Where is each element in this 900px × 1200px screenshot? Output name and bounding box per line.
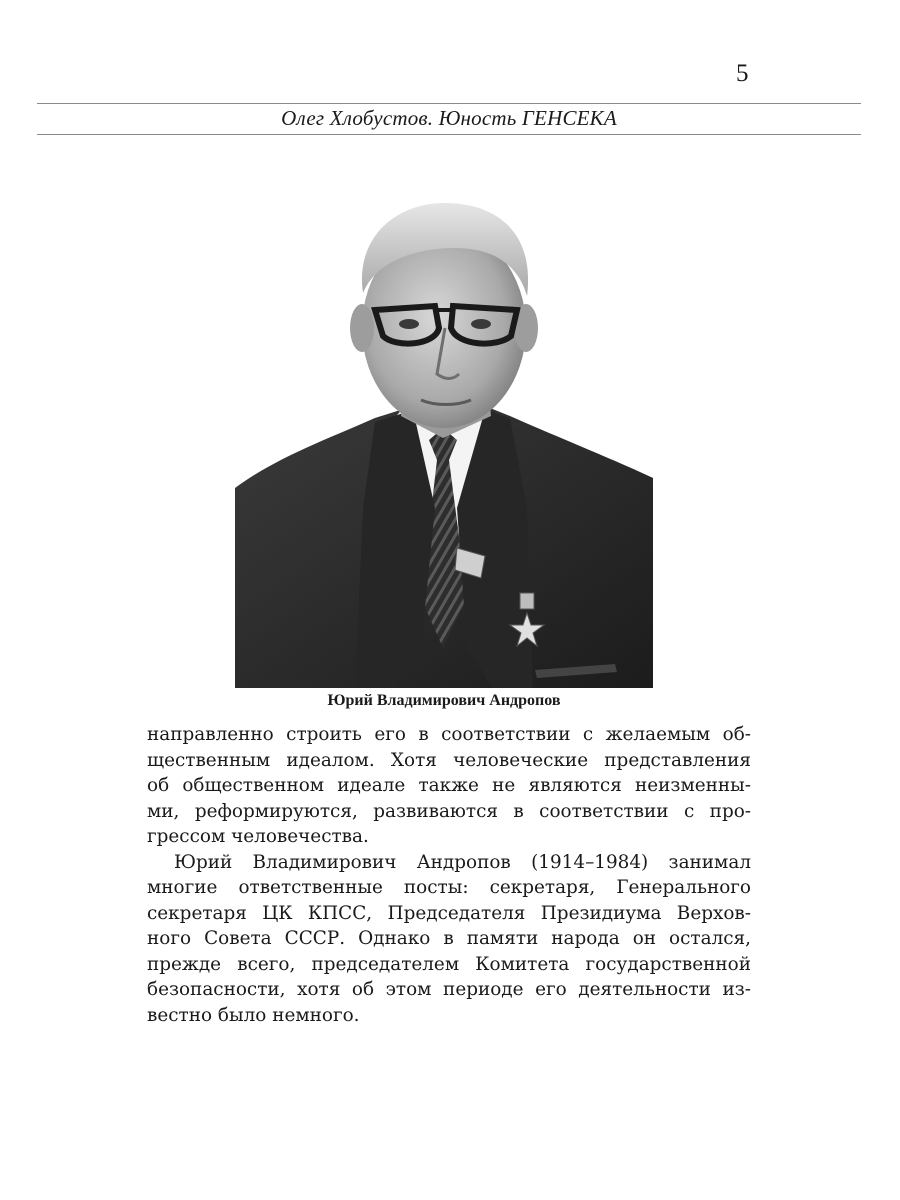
- body-line: секретаря ЦК КПСС, Председателя Президиума Верхов-: [147, 902, 751, 924]
- body-line: прежде всего, председателем Комитета государственной: [147, 953, 751, 975]
- body-text: [147, 722, 751, 1028]
- body-line: ми, реформируются, развиваются в соответствии с про-: [147, 800, 751, 822]
- body-line: Юрий Владимирович Андропов (1914–1984) занимал: [174, 851, 751, 873]
- page-number: 5: [736, 60, 749, 87]
- header-rule-top: [37, 103, 861, 104]
- body-line: грессом человечества.: [147, 826, 369, 847]
- body-line: щественным идеалом. Хотя человеческие представления: [147, 749, 751, 771]
- running-header: Олег Хлобустов. Юность ГЕНСЕКА: [281, 106, 617, 130]
- body-line: многие ответственные посты: секретаря, Генерального: [147, 877, 751, 898]
- photo-caption: Юрий Владимирович Андропов: [327, 692, 561, 709]
- body-line: вестно было немного.: [147, 1004, 360, 1026]
- body-line: направленно строить его в соответствии с желаемым об-: [147, 724, 751, 745]
- body-line: безопасности, хотя об этом периоде его деятельности из-: [147, 979, 751, 1000]
- portrait-photo: [235, 178, 653, 688]
- body-line: ного Совета СССР. Однако в памяти народа он остался,: [147, 928, 751, 949]
- header-rule-bottom: [37, 134, 861, 135]
- body-line: об общественном идеале также не являются неизменны-: [147, 775, 751, 796]
